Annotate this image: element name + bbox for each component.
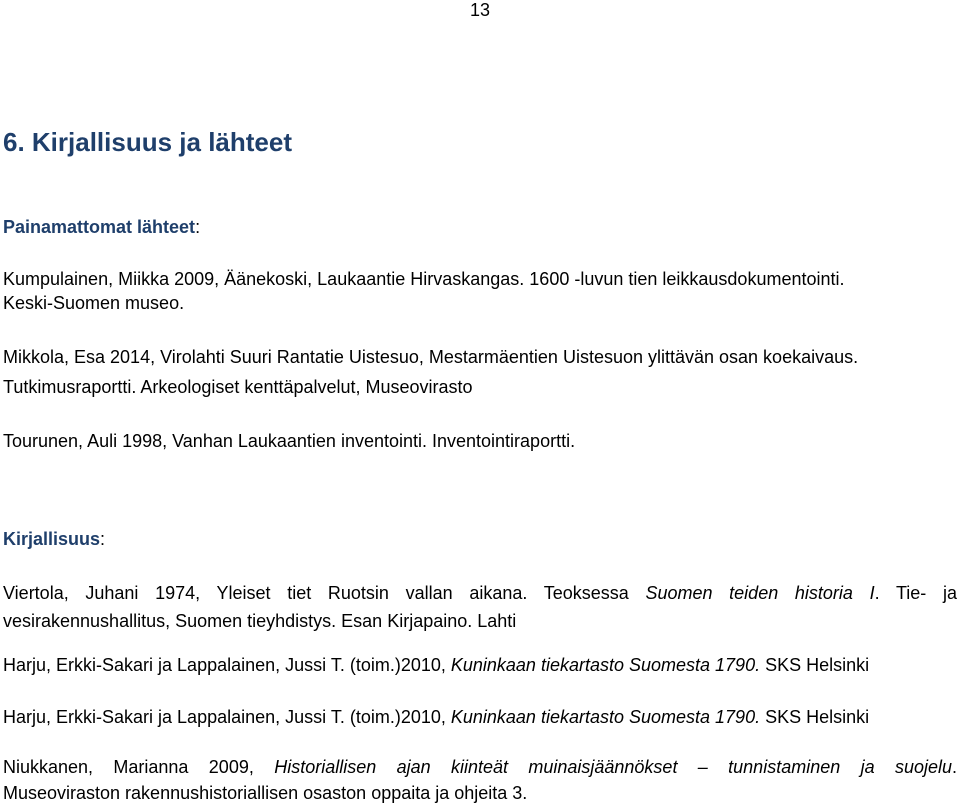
literature-entry-3 (3, 702, 957, 732)
section-heading: 6. Kirjallisuus ja lähteet (3, 127, 292, 157)
unprinted-entry-1 (3, 264, 957, 318)
unprinted-entry-2-line2: Tutkimusraportti. Arkeologiset kenttäpalvelut, Museovirasto (3, 377, 473, 397)
unprinted-entry-3 (3, 426, 957, 456)
unprinted-entry-3-line1: Tourunen, Auli 1998, Vanhan Laukaantien inventointi. Inventointiraportti. (3, 431, 576, 451)
literature-entry-1-line1 (3, 578, 957, 608)
unprinted-sources-title-colon: : (195, 217, 201, 237)
literature-entry-2-publisher: SKS Helsinki (760, 655, 870, 675)
page-number: 13 (469, 0, 491, 20)
literature-entry-4-period: . (952, 757, 958, 777)
literature-entry-4-author: Niukkanen, Marianna 2009, (3, 757, 275, 777)
literature-entry-2-line1 (3, 650, 957, 680)
literature-entry-1-publisher-start: . Tie- ja (874, 583, 957, 603)
literature-title-text: Kirjallisuus (3, 529, 101, 549)
unprinted-entry-2 (3, 342, 957, 402)
unprinted-sources-title-text: Painamattomat lähteet (3, 217, 196, 237)
literature-entry-1-line2: vesirakennushallitus, Suomen tieyhdistys. Esan Kirjapaino. Lahti (3, 611, 517, 631)
literature-title (3, 528, 105, 550)
literature-entry-1 (3, 578, 957, 636)
literature-entry-3-line1 (3, 702, 957, 732)
literature-entry-3-publisher: SKS Helsinki (760, 707, 870, 727)
literature-entry-3-author: Harju, Erkki-Sakari ja Lappalainen, Jussi T. (toim.)2010, (3, 707, 451, 727)
unprinted-entry-1-line1: Kumpulainen, Miikka 2009, Äänekoski, Laukaantie Hirvaskangas. 1600 -luvun tien leikkausdokumentointi. (3, 269, 845, 289)
literature-entry-4 (3, 752, 957, 808)
literature-entry-3-book-title: Kuninkaan tiekartasto Suomesta 1790. (450, 707, 761, 727)
literature-entry-1-book-title: Suomen teiden historia I (645, 583, 875, 603)
literature-entry-1-author: Viertola, Juhani 1974, Yleiset tiet Ruotsin vallan aikana. Teoksessa (3, 583, 646, 603)
literature-entry-4-line2: Museoviraston rakennushistoriallisen osaston oppaita ja ohjeita 3. (3, 783, 528, 803)
literature-entry-4-book-title: Historiallisen ajan kiinteät muinaisjäännökset – tunnistaminen ja suojelu (274, 757, 952, 777)
unprinted-entry-1-line2: Keski-Suomen museo. (3, 293, 185, 313)
unprinted-sources-title (3, 216, 200, 238)
literature-entry-2-author: Harju, Erkki-Sakari ja Lappalainen, Jussi T. (toim.)2010, (3, 655, 451, 675)
unprinted-entry-2-line1: Mikkola, Esa 2014, Virolahti Suuri Rantatie Uistesuo, Mestarmäentien Uistesuon ylittävän osan koekaivaus. (3, 347, 859, 367)
literature-entry-2 (3, 650, 957, 680)
literature-entry-2-book-title: Kuninkaan tiekartasto Suomesta 1790. (450, 655, 761, 675)
literature-title-colon: : (100, 529, 106, 549)
